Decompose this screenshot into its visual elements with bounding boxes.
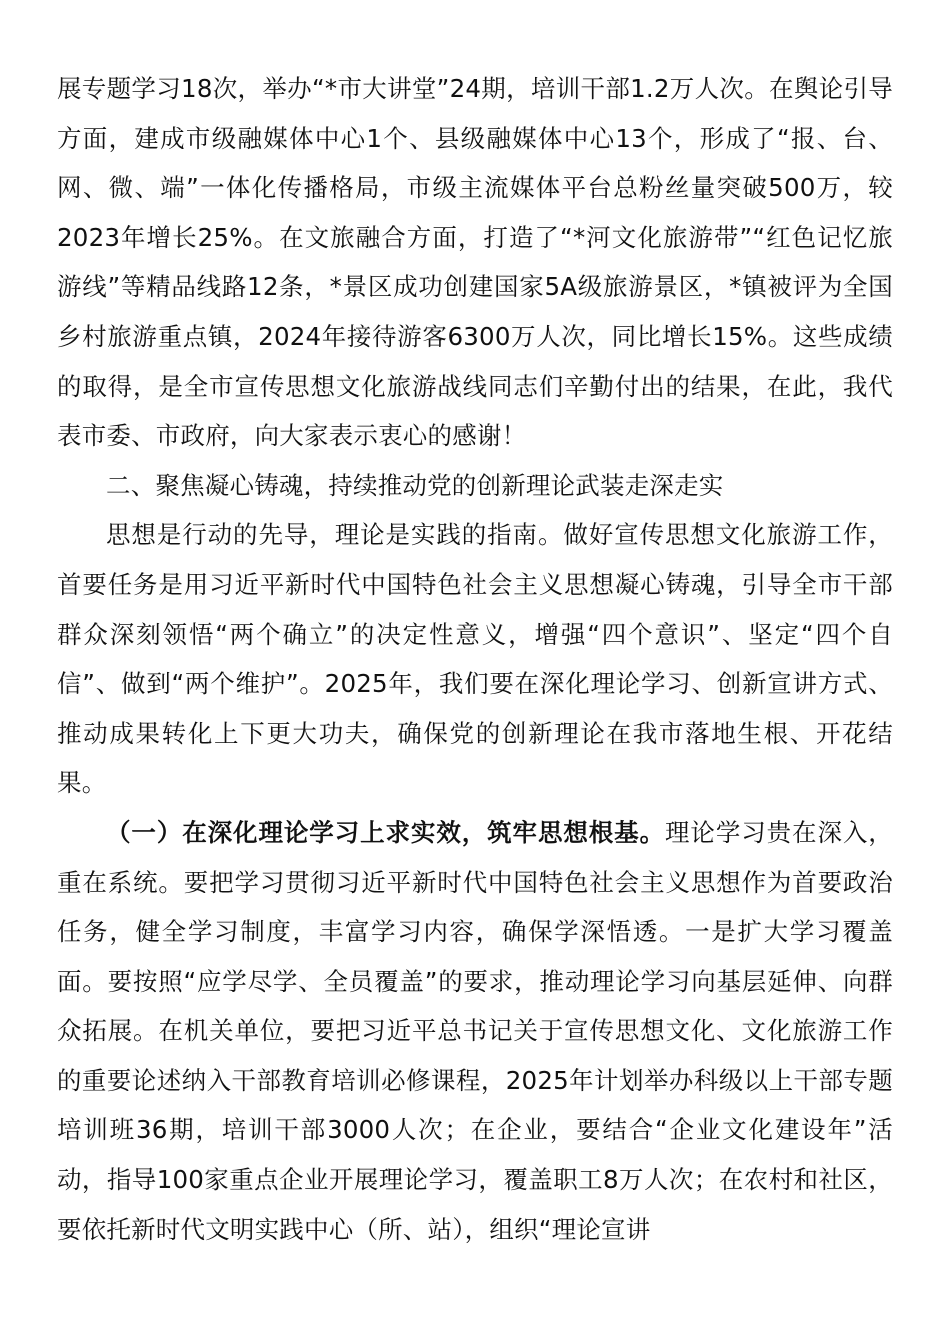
subsection-body: 理论学习贵在深入，重在系统。要把学习贯彻习近平新时代中国特色社会主义思想作为首要政治任务，健全学习制度，丰富学习内容，确保学深悟透。一是扩大学习覆盖面。要按照“应学尽学、全员覆盖”的要求，推动理论学习向基层延伸、向群众拓展。在机关单位，要把习近平总书记关于宣传思想文化、文化旅游工作的重要论述纳入干部教育培训必修课程，2025年计划举办科级以上干部专题培训班36期，培训干部3000人次；在企业，要结合“企业文化建设年”活动，指导100家重点企业开展理论学习，覆盖职工8万人次；在农村和社区，要依托新时代文明实践中心（所、站），组织“理论宣讲: [57, 817, 893, 1244]
paragraph-achievements: 展专题学习18次，举办“*市大讲堂”24期，培训干部1.2万人次。在舆论引导方面，建成市级融媒体中心1个、县级融媒体中心13个，形成了“报、台、网、微、端”一体化传播格局，市级主流媒体平台总粉丝量突破500万，较2023年增长25%。在文旅融合方面，打造了“*河文化旅游带”“红色记忆旅游线”等精品线路12条，*景区成功创建国家5A级旅游景区，*镇被评为全国乡村旅游重点镇，2024年接待游客6300万人次，同比增长15%。这些成绩的取得，是全市宣传思想文化旅游战线同志们辛勤付出的结果，在此，我代表市委、市政府，向大家表示衷心的感谢！: [57, 74, 893, 451]
paragraph-intro: 思想是行动的先导，理论是实践的指南。做好宣传思想文化旅游工作，首要任务是用习近平新时代中国特色社会主义思想凝心铸魂，引导全市干部群众深刻领悟“两个确立”的决定性意义，增强“四个意识”、坚定“四个自信”、做到“两个维护”。2025年，我们要在深化理论学习、创新宣讲方式、推动成果转化上下更大功夫，确保党的创新理论在我市落地生根、开花结果。: [57, 520, 893, 798]
document-body: [57, 64, 893, 1254]
subsection-lead: （一）在深化理论学习上求实效，筑牢思想根基。: [106, 817, 666, 847]
paragraph-subsection-one: [57, 808, 893, 1254]
section-heading: 二、聚焦凝心铸魂，持续推动党的创新理论武装走深走实: [106, 470, 724, 500]
